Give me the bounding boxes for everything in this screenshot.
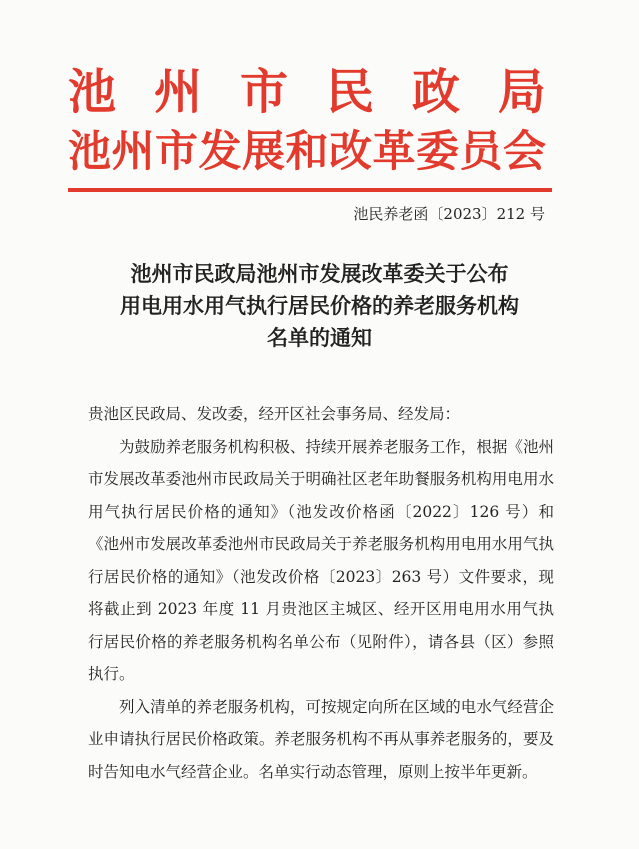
document-title xyxy=(60,258,579,354)
letterhead-char: 池 xyxy=(68,64,117,120)
document-number: 池民养老函〔2023〕212 号 xyxy=(353,205,545,223)
letterhead-char: 政 xyxy=(411,64,460,120)
letterhead-char: 市 xyxy=(239,64,288,120)
letterhead-org-development-reform: 池州市发展和改革委员会 xyxy=(68,127,547,177)
recipients-line: 贵池区民政局、发改委，经开区社会事务局、经发局： xyxy=(88,405,461,423)
title-line: 名单的通知 xyxy=(267,325,372,350)
letterhead-red-rule xyxy=(68,188,552,192)
body-paragraph: 为鼓励养老服务机构积极、持续开展养老服务工作，根据《池州市发展改革委池州市民政局关于明确社区老年助餐服务机构用电用水用气执行居民价格的通知》（池发改价格函〔2022〕126 号）和《池州市发展改革委池州市民政局关于养老服务机构用电用水用气执行居民价格的通知》（池发改价格〔2023〕263 号）文件要求，现将截止到 2023 年度 11 月贵池区主城区、经开区用电用水用气执行居民价格的养老服务机构名单公布（见附件），请各县（区）参照执行。 xyxy=(88,437,554,683)
document-body xyxy=(88,398,554,788)
title-line: 池州市民政局池州市发展改革委关于公布 xyxy=(130,261,509,286)
letterhead-org-civil-affairs xyxy=(68,64,546,120)
letterhead-char: 民 xyxy=(325,64,374,120)
body-paragraph: 列入清单的养老服务机构，可按规定向所在区域的电水气经营企业申请执行居民价格政策。养老服务机构不再从事养老服务的，要及时告知电水气经营企业。名单实行动态管理，原则上按半年更新。 xyxy=(88,697,554,781)
letterhead-char: 州 xyxy=(153,64,202,120)
letterhead-char: 局 xyxy=(497,64,546,120)
title-line: 用电用水用气执行居民价格的养老服务机构 xyxy=(120,293,519,318)
